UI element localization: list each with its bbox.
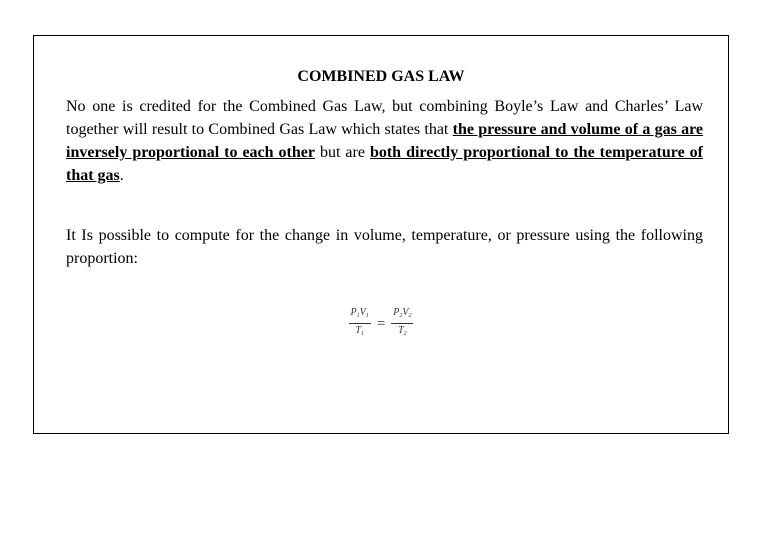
formula-left-numerator: $P_1V_1$	[349, 307, 371, 324]
document-title: COMBINED GAS LAW	[297, 68, 465, 85]
emphasis-inverse-proportion: the pressure and volume of a gas are inversely proportional to each other	[66, 121, 704, 161]
formula-right-fraction	[391, 307, 413, 340]
formula-right-numerator: $P_2V_2$	[391, 307, 413, 324]
paragraph-computation: It Is possible to compute for the change in volume, temperature, or pressure using the following proportion:	[66, 227, 703, 267]
emphasis-direct-proportion: both directly proportional to the temperature of that gas	[66, 144, 703, 184]
combined-gas-law-formula	[34, 307, 728, 340]
formula-left-fraction	[349, 307, 371, 340]
paragraph-middle-text: but are	[314, 144, 370, 161]
formula-left-denominator: $T_1$	[355, 325, 364, 337]
paragraph-intro-text: No one is credited for the Combined Gas Law, but combining Boyle’s Law and Charles’ Law together will result to Combined Gas Law which states that	[66, 98, 703, 138]
formula-equals-sign: =	[376, 315, 386, 332]
paragraph-definition	[66, 95, 703, 187]
formula-right-denominator: $T_2$	[398, 325, 407, 337]
document-frame	[33, 35, 729, 434]
paragraph-end-text: .	[119, 167, 124, 184]
